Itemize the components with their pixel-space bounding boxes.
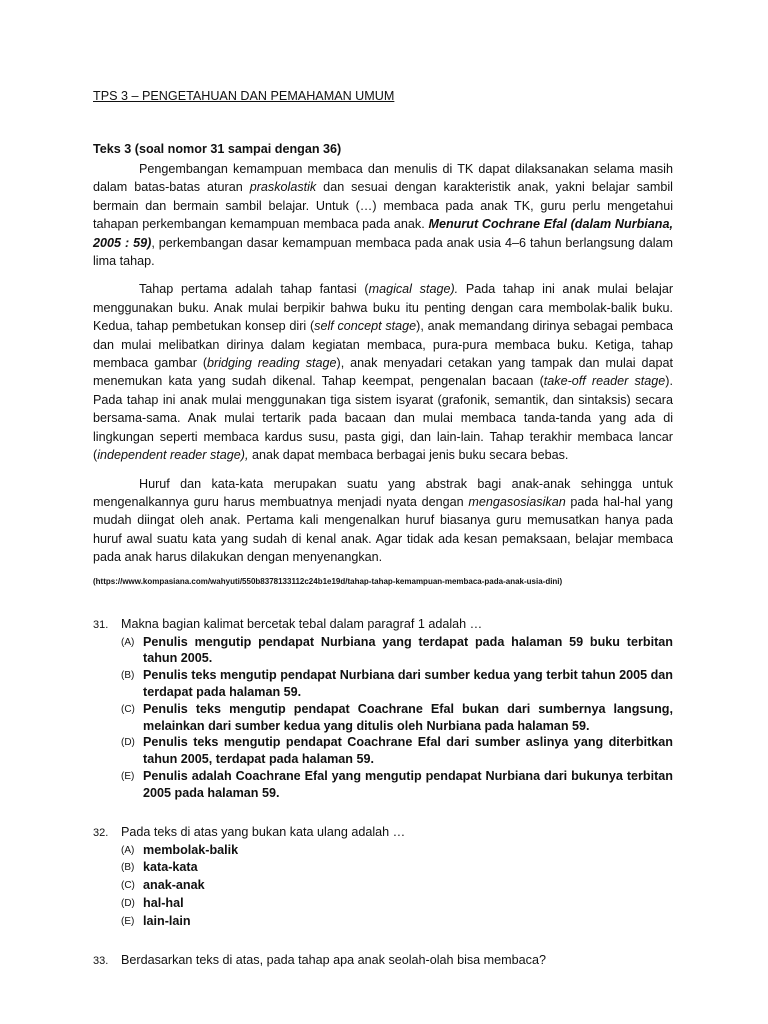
option-text: Penulis adalah Coachrane Efal yang mengutip pendapat Nurbiana dari bukunya terbitan 2005 pada halaman 59. bbox=[143, 768, 673, 800]
page-title: TPS 3 – PENGETAHUAN DAN PEMAHAMAN UMUM bbox=[93, 89, 395, 103]
question-text: Makna bagian kalimat bercetak tebal dalam paragraf 1 adalah … bbox=[121, 616, 483, 631]
p2-italic-term: bridging reading stage bbox=[207, 356, 337, 371]
p2-italic-term: take-off reader stage bbox=[543, 374, 666, 389]
option-d[interactable] bbox=[121, 734, 673, 768]
p3-italic-term: mengasosiasikan bbox=[468, 494, 566, 509]
source-citation: (https://www.kompasiana.com/wahyuti/550b8378133112c24b1e19d/tahap-tahap-kemampuan-membaca-pada-anak-usia-dini) bbox=[93, 576, 563, 586]
p3-text: pada hal-hal yang mudah diingat oleh anak. Pertama kali mengenalkan huruf biasanya guru memusatkan hanya pada huruf awal suatu kata yang sudah di kenal anak. Agar tidak ada kesan pemaksaan, belajar membaca pada anak harus dilakukan dengan menyenangkan. bbox=[93, 494, 673, 565]
option-b[interactable] bbox=[121, 667, 673, 701]
option-label: (B) bbox=[121, 862, 135, 874]
option-label: (C) bbox=[121, 880, 135, 892]
option-label: (A) bbox=[121, 844, 135, 856]
option-a[interactable] bbox=[121, 634, 673, 668]
option-list bbox=[121, 634, 673, 802]
p2-text: Pada tahap ini anak mulai belajar menggunakan buku. Anak mulai berpikir bahwa buku itu penting dengan cara membolak-balik buku. Kedua, tahap pembetukan konsep diri ( bbox=[93, 282, 674, 334]
paragraph-3 bbox=[93, 475, 673, 567]
question-number: 32. bbox=[93, 826, 109, 839]
option-text: hal-hal bbox=[143, 895, 184, 910]
option-list bbox=[121, 842, 673, 931]
p2-text: ), anak memandang dirinya sebagai pembaca dan mulai melibatkan dirinya dalam kegiatan membaca, pura-pura membaca buku. Ketiga, tahap membaca gambar ( bbox=[93, 319, 673, 371]
p1-text: dan sesuai dengan karakteristik anak, yakni belajar sambil bermain dan bermain sambil belajar. Untuk (…) membaca pada anak TK, guru perlu mengetahui tahapan perkembangan kemampuan membaca pada anak. bbox=[93, 180, 673, 232]
question-number: 31. bbox=[93, 618, 109, 631]
p2-text: ). Pada tahap ini anak mulai menggunakan tiga sistem isyarat (grafonik, semantik, dan sintaksis) secara bersama-sama. Anak mulai tertarik pada bacaan dan mulai membaca tanda-tanda yang ada di lingkungan seperti membaca kardus susu, pasta gigi, dan lain-lain. Tahap terakhir membaca lancar ( bbox=[93, 374, 673, 463]
p2-italic-term: independent reader stage), bbox=[97, 448, 249, 463]
document-content bbox=[93, 88, 673, 970]
p2-italic-term: self concept stage bbox=[314, 319, 417, 334]
question-33 bbox=[93, 952, 673, 970]
option-text: anak-anak bbox=[143, 878, 205, 893]
option-a[interactable] bbox=[121, 842, 673, 860]
option-b[interactable] bbox=[121, 859, 673, 877]
p2-text: anak dapat membaca berbagai jenis buku secara bebas. bbox=[248, 448, 569, 463]
option-label: (C) bbox=[121, 703, 135, 715]
option-c[interactable] bbox=[121, 877, 673, 895]
p1-bold-citation: Menurut Cochrane Efal (dalam Nurbiana, 2005 : 59) bbox=[93, 217, 673, 250]
question-number: 33. bbox=[93, 955, 109, 968]
option-text: Penulis teks mengutip pendapat Nurbiana dari sumber kedua yang terbit tahun 2005 dan terdapat pada halaman 59. bbox=[143, 668, 673, 699]
option-label: (E) bbox=[121, 915, 135, 927]
option-e[interactable] bbox=[121, 913, 673, 931]
option-e[interactable] bbox=[121, 768, 673, 802]
question-31 bbox=[93, 616, 673, 802]
p1-text: Pengembangan kemampuan membaca dan menulis di TK dapat dilaksanakan selama masih dalam batas-batas aturan bbox=[93, 162, 673, 195]
p2-italic-term: magical stage). bbox=[368, 282, 459, 297]
option-label: (D) bbox=[121, 897, 135, 909]
option-text: lain-lain bbox=[143, 913, 191, 928]
paragraph-2 bbox=[93, 280, 673, 464]
option-d[interactable] bbox=[121, 895, 673, 913]
p1-text: , perkembangan dasar kemampuan membaca pada anak usia 4–6 tahun berlangsung dalam lima tahap. bbox=[93, 235, 673, 269]
option-text: Penulis teks mengutip pendapat Coachrane Efal bukan dari sumbernya langsung, melainkan dari sumber kedua yang ditulis oleh Nurbiana pada halaman 59. bbox=[143, 701, 673, 733]
option-label: (E) bbox=[121, 770, 135, 782]
p2-text: ), anak menyadari cetakan yang tampak dan mulai dapat menemukan kata yang sudah dikenal. Tahap keempat, pengenalan bacaan ( bbox=[93, 356, 673, 389]
option-text: membolak-balik bbox=[143, 842, 239, 857]
option-text: Penulis teks mengutip pendapat Coachrane Efal dari sumber aslinya yang diterbitkan tahun 2005, terdapat pada halaman 59. bbox=[143, 735, 673, 767]
p2-text: Tahap pertama adalah tahap fantasi ( bbox=[139, 282, 369, 297]
option-text: Penulis mengutip pendapat Nurbiana yang terdapat pada halaman 59 buku terbitan tahun 2005. bbox=[143, 634, 673, 666]
option-text: kata-kata bbox=[143, 860, 198, 875]
p3-text: Huruf dan kata-kata merupakan suatu yang abstrak bagi anak-anak sehingga untuk mengenalkannya guru harus membuatnya menjadi nyata dengan bbox=[93, 476, 673, 509]
question-text: Berdasarkan teks di atas, pada tahap apa anak seolah-olah bisa membaca? bbox=[121, 953, 546, 968]
option-label: (D) bbox=[121, 737, 135, 749]
option-c[interactable] bbox=[121, 701, 673, 735]
question-text: Pada teks di atas yang bukan kata ulang adalah … bbox=[121, 824, 406, 839]
section-title: Teks 3 (soal nomor 31 sampai dengan 36) bbox=[93, 142, 342, 156]
p1-italic-term: praskolastik bbox=[249, 180, 317, 195]
option-label: (A) bbox=[121, 636, 135, 648]
paragraph-1 bbox=[93, 160, 673, 270]
option-label: (B) bbox=[121, 670, 135, 682]
question-32 bbox=[93, 824, 673, 931]
